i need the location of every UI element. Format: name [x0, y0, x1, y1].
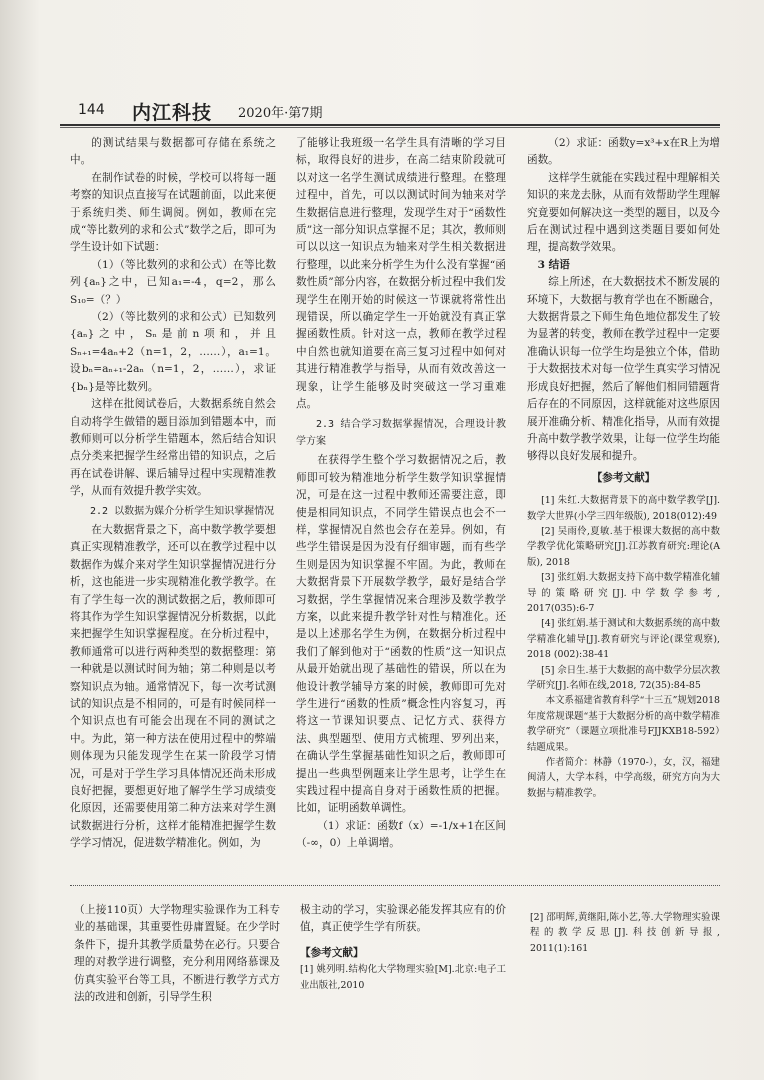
- section-heading: 3 结语: [537, 258, 570, 271]
- continued-paragraph: （上接110页）大学物理实验课作为工科专业的基础课，其重要性毋庸置疑。在少学时条件下，提升其教学质量势在必行。只要合理的对教学进行调整，充分利用网络慕课及仿真实验平台等工具，不断进行教学方式方法的改进和创新，引导学生积: [74, 904, 280, 1004]
- column-3: [527, 135, 720, 801]
- continued-text-col2: [300, 902, 506, 993]
- paragraph-continued: 了能够让我班级一名学生具有清晰的学习目标，取得良好的进步，在高二结束阶段就可以对这一名学生测试成绩进行整理。在整理过程中，首先，可以以测试时间为轴来对学生数据信息进行整理，发现学生对于“函数性质”这一部分知识点掌握不足；其次，教师则可以以这一知识点为轴来对学生相关数据进行整理，以此来分析学生为什么没有掌握“函数性质”部分内容，在数据分析过程中我们发现学生在刚开始的时候这一节课就将常性出现错误，所以确定学生一开始就没有真正掌握函数性质。针对这一点，教师在教学过程中自然也就知道要在高三复习过程中如何对其进行精准教学与指导，从而有效改善这一现象，让学生能够及时突破这一学习重难点。: [296, 137, 506, 411]
- continued-text-col1: [74, 902, 280, 1006]
- continued-text-col3: [530, 902, 720, 956]
- journal-title: 内江科技: [132, 102, 213, 124]
- reference-item: [1] 朱红.大数据背景下的高中数学教学[J].数学大世界(小学三四年级版), 2018(012):49: [527, 495, 720, 522]
- continued-paragraph-2: 极主动的学习，实验课必能发挥其应有的价值，真正使学生学有所获。: [300, 904, 506, 934]
- reference-item: [1] 姚列明.结构化大学物理实验[M].北京:电子工业出版社,2010: [300, 964, 506, 991]
- paragraph: 综上所述，在大数据技术不断发展的环境下，大数据与教育学也在不断融合，大数据背景之下师生角色地位都发生了较为显著的转变，教师在教学过程中一定要准确认识每一位学生均是独立个体，借助于大数据技术对每一位学生真实学习情况形成良好把握，然后了解他们相同错题背后存在的不同原因，这样就能对这些原因展开准确分析、精准化指导，从而有效提升高中数学教学效果，让每一位学生均能够得以良好发展和提升。: [527, 276, 720, 463]
- paragraph: （1）（等比数列的求和公式）在等比数列{aₙ}之中，已知a₁=-4，q=2，那么S₁₀=（？）: [70, 258, 276, 306]
- paragraph: 在大数据背景之下，高中数学教学要想真正实现精准教学，还可以在教学过程中以数据作为媒介来对学生知识掌握情况进行分析，这也能进一步实现精准化教学教学。在有了学生每一次的测试数据之后，教师即可将其作为学生知识掌握情况分析数据，以此来把握学生知识掌握程度。在分析过程中，教师通常可以进行两种类型的数据整理：第一种就是以测试时间为轴；第二种则是以考察知识点为轴。通常情况下，每一次考试测试的知识点是不相同的，可是有时候同样一个知识点也有可能会出现在不同的测试之中。为此，第一种方法在使用过程中的弊端则体现为只能发现学生在某一阶段学习情况，可是对于学生学习具体情况还尚未形成良好把握，要想更好地了解学生学习成绩变化原因，还需要使用第二种方法来对学生测试数据进行分析，这样才能精准把握学生数学学习情况，促进数学精准化。例如，为: [70, 523, 276, 850]
- section-heading: 2.3 结合学习数据掌握情况，合理设计教学方案: [296, 418, 506, 447]
- reference-item: [2] 邵明辉,黄继阳,陈小艺,等.大学物理实验课程的教学反思[J].科技创新导报, 2011(1):161: [530, 912, 720, 954]
- paragraph: 这样学生就能在实践过程中理解相关知识的来龙去脉，从而有效帮助学生理解究竟要如何解决这一类型的题目，以及今后在测试过程中遇到这类题目要如何处理，提高数学效果。: [527, 171, 720, 254]
- column-1: [70, 135, 276, 853]
- paragraph: 的测试结果与数据都可存储在系统之中。: [70, 137, 276, 167]
- reference-item: [2] 吴雨伶,夏敏.基于根课大数据的高中数学教学优化策略研究[J].江苏教育研究:理论(A版), 2018: [527, 525, 720, 568]
- references-heading: 【参考文献】: [591, 471, 656, 484]
- paragraph: 这样在批阅试卷后，大数据系统自然会自动将学生做错的题目添加到错题本中，而教师则可以分析学生错题本，然后结合知识点分类来把握学生经常出错的知识点，之后再在试卷讲解、课后辅导过程中实现精准教学，从而有效提升教学实效。: [70, 398, 276, 498]
- header-rule: [60, 124, 720, 126]
- footnote: 本文系福建省教育科学“十三五”规划2018年度常规课题“基于大数据分析的高中数学精准教学研究”（课题立项批准号FJJKXB18-592）结题成果。: [527, 695, 720, 753]
- issue-label: 2020年·第7期: [238, 106, 323, 121]
- header-rule-thin: [60, 127, 720, 128]
- reference-item: [3] 张红娟.大数据支持下高中数学精准化辅导的策略研究[J].中学数学参考, 2017(035):6-7: [527, 572, 720, 614]
- reference-item: [5] 佘日生.基于大数据的高中数学分层次教学研究[J].名师在线,2018, 72(35):84-85: [527, 664, 720, 691]
- page-number: 144: [78, 102, 105, 118]
- paragraph: 在制作试卷的时候，学校可以将每一题考察的知识点直接写在试题前面，以此来便于系统归类、师生调阅。例如，教师在完成“等比数列的求和公式”数学之后，即可为学生设计如下试题：: [70, 171, 276, 254]
- reference-item: [4] 张红娟.基于测试和大数据系统的高中数学精准化辅导[J].教育研究与评论(课堂观察), 2018 (002):38-41: [527, 618, 720, 661]
- paragraph: （2）（等比数列的求和公式）已知数列{aₙ}之中，Sₙ是前n项和，并且Sₙ₊₁=4aₙ+2（n=1，2，……），a₁=1。设bₙ=aₙ₊₁-2aₙ（n=1，2，……），求证{bₙ}是等比数列。: [70, 311, 276, 393]
- column-2: [296, 135, 506, 853]
- article-divider: [70, 885, 720, 886]
- paragraph: （1）求证：函数f（x）=-1/x+1在区间（-∞，0）上单调增。: [296, 819, 506, 850]
- paragraph: 在获得学生整个学习数据情况之后，教师即可较为精准地分析学生数学知识掌握情况，可是在这一过程中教师还需要注意，即使是相同知识点，不同学生错误点也会不一样，掌握情况自然也会存在差异。例如，有些学生错误是因为没有仔细审题，而有些学生则是因为知识掌握不牢固。为此，教师在大数据背景下开展数学教学，最好是结合学习数据，学生掌握情况来合理涉及数学教学方案，以此来提升教学针对性与精准化。还是以上述那名学生为例，在数据分析过程中我们了解到他对于“函数的性质”这一知识点从最开始就出现了基础性的错误，所以在为他设计教学辅导方案的时候，教师即可先对学生进行“函数的性质”概念性内容复习，再将这一节课知识要点、记忆方式、获得方法、典型题型、使用方式梳理、罗列出来，在确认学生掌握基础性知识之后，教师即可提出一些典型例题来让学生思考，让学生在实践过程中提高自身对于函数性质的把握。比如，证明函数单调性。: [296, 454, 506, 815]
- footnote: 作者简介：林静（1970-），女，汉，福建闽清人，大学本科，中学高级，研究方向为大数据与精准教学。: [527, 757, 720, 799]
- section-heading: 2.2 以数据为媒介分析学生知识掌握情况: [90, 505, 275, 517]
- references-heading: 【参考文献】: [300, 946, 364, 959]
- paragraph: （2）求证：函数y=x³+x在R上为增函数。: [527, 137, 720, 167]
